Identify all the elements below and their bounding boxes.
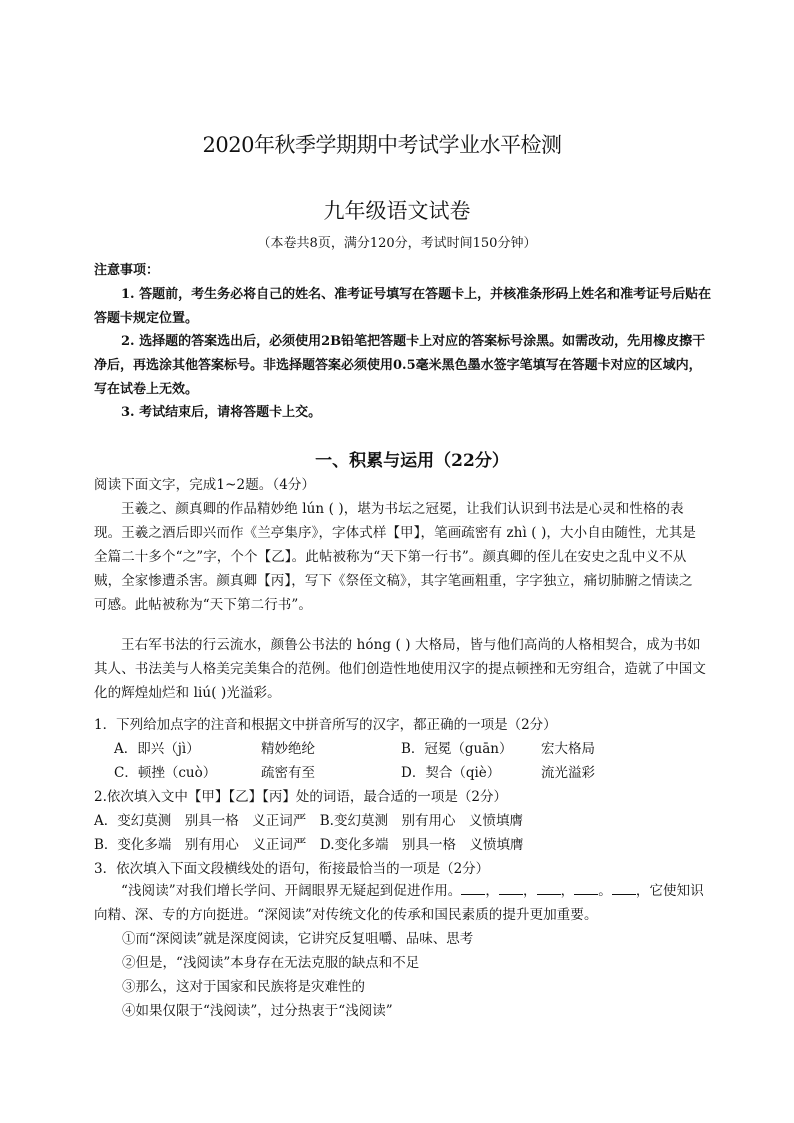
q3-passage-end: ，它使知识向精、深、专的方向挺进。“深阅读”对传统文化的传承和国民素质的提升更加重要。 — [94, 883, 704, 923]
option-a: A．即兴（jì） — [114, 741, 200, 757]
answer-blank[interactable] — [574, 880, 598, 895]
exam-info: （本卷共8页，满分120分，考试时间150分钟） — [257, 236, 537, 251]
notice-heading: 注意事项： — [94, 263, 160, 278]
q3-choice: ③那么，这对于国家和民族将是灾难性的 — [122, 979, 365, 995]
reading-instruction: 阅读下面文字，完成1~2题。（4分） — [94, 477, 316, 493]
q3-passage: “浅阅读”对我们增长学问、开阔眼界无疑起到促进作用。 ， ， ， 。 ，它使知识向精、深、专的方向挺进。“深阅读”对传统文化的传承和国民素质的提升更加重要。 — [94, 879, 706, 927]
section-title: 一、积累与运用（22分） — [315, 451, 509, 471]
question-stem: 3．依次填入下面文段横线处的语句，衔接最恰当的一项是（2分） — [94, 861, 490, 877]
exam-main-title: 2020年秋季学期期中考试学业水平检测 — [202, 133, 562, 157]
q3-choice: ②但是，“浅阅读”本身存在无法克服的缺点和不足 — [122, 955, 420, 971]
question-stem: 1．下列给加点字的注音和根据文中拼音所写的汉字，都正确的一项是（2分） — [94, 717, 557, 733]
answer-blank[interactable] — [612, 880, 636, 895]
answer-blank[interactable] — [499, 880, 523, 895]
notice-item: 3. 考试结束后，请将答题卡上交。 — [121, 405, 322, 420]
q2-options-row: B．变化多端 别有用心 义正词严 D.变化多端 别具一格 义愤填膺 — [94, 837, 524, 853]
exam-sub-title: 九年级语文试卷 — [323, 199, 471, 223]
option-b: B．冠冕（guān） — [401, 741, 513, 757]
answer-blank[interactable] — [461, 880, 485, 895]
option-d-word: 流光溢彩 — [541, 765, 595, 781]
notice-item: 2. 选择题的答案选出后，必须使用2B铅笔把答题卡上对应的答案标号涂黑。如需改动，先用橡皮擦干净后，再选涂其他答案标号。非选择题答案必须使用0.5毫米黑色墨水签字笔填写在答题卡对应的区域内，写在试卷上无效。 — [94, 334, 706, 397]
option-a-word: 精妙绝纶 — [261, 741, 315, 757]
option-c-word: 疏密有至 — [261, 765, 315, 781]
reading-paragraph: 王右军书法的行云流水，颜鲁公书法的 hóng ( ) 大格局，皆与他们高尚的人格相契合，成为书如其人、书法美与人格美完美集合的范例。他们创造性地使用汉字的提点顿挫和无穷组合，造就了中国文化的辉煌灿烂和 liú( )光溢彩。 — [94, 637, 706, 701]
q2-options-row: A．变幻莫测 别具一格 义正词严 B.变幻莫测 别有用心 义愤填膺 — [94, 813, 523, 829]
option-b-word: 宏大格局 — [541, 741, 595, 757]
answer-blank[interactable] — [537, 880, 561, 895]
q3-choice: ①而“深阅读”就是深度阅读，它讲究反复咀嚼、品味、思考 — [122, 931, 474, 947]
reading-paragraph: 王羲之、颜真卿的作品精妙绝 lún ( )，堪为书坛之冠冕，让我们认识到书法是心灵和性格的表现。王羲之酒后即兴而作《兰亭集序》，字体式样【甲】，笔画疏密有 zhì ( )，大小自由随性，尤其是全篇二十多个“之”字，个个【乙】。此帖被称为“天下第一行书”。颜真卿的侄儿在安史之乱中义不从贼，全家惨遭杀害。颜真卿【丙】，写下《祭侄文稿》，其字笔画粗重，字字独立，痛切肺腑之情读之可感。此帖被称为“天下第二行书”。 — [94, 501, 697, 613]
option-c: C．顿挫（cuò） — [114, 765, 217, 781]
q3-passage-start: “浅阅读”对我们增长学问、开阔眼界无疑起到促进作用。 — [121, 883, 462, 899]
notice-item: 1. 答题前，考生务必将自己的姓名、准考证号填写在答题卡上，并核准条形码上姓名和准考证号后贴在答题卡规定位置。 — [94, 287, 712, 326]
q3-choice: ④如果仅限于“浅阅读”，过分热衷于“浅阅读” — [122, 1003, 393, 1019]
option-d: D．契合（qiè） — [401, 765, 501, 781]
question-stem: 2.依次填入文中【甲】【乙】【丙】处的词语，最合适的一项是（2分） — [94, 789, 507, 805]
